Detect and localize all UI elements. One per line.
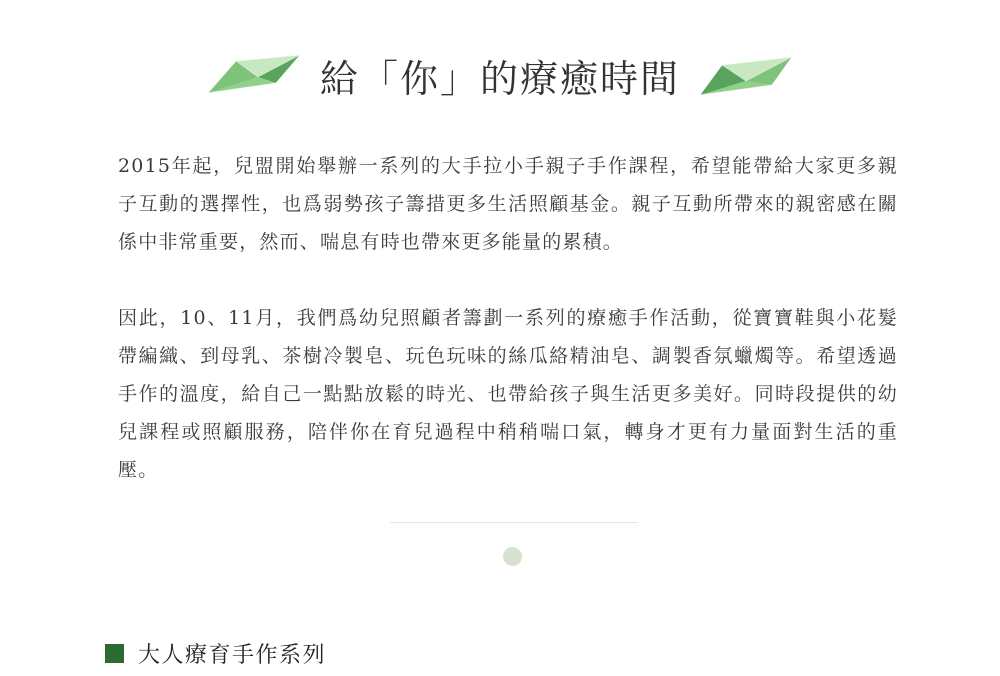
section-heading	[105, 638, 326, 669]
page-header	[0, 40, 1000, 110]
intro-text	[118, 147, 898, 489]
decorative-dot	[503, 547, 522, 566]
intro-paragraph: 因此，10、11月，我們爲幼兒照顧者籌劃一系列的療癒手作活動，從寶寶鞋與小花髮帶編織、到母乳、茶樹冷製皂、玩色玩味的絲瓜絡精油皂、調製香氛蠟燭等。希望透過手作的溫度，給自己一點點放鬆的時光、也帶給孩子與生活更多美好。同時段提供的幼兒課程或照顧服務，陪伴你在育兒過程中稍稍喘口氣，轉身才更有力量面對生活的重壓。	[118, 307, 898, 481]
intro-paragraph: 2015年起，兒盟開始舉辦一系列的大手拉小手親子手作課程，希望能帶給大家更多親子互動的選擇性，也爲弱勢孩子籌措更多生活照顧基金。親子互動所帶來的親密感在關係中非常重要，然而、喘息有時也帶來更多能量的累積。	[118, 155, 898, 253]
page-title: 給「你」的療癒時間	[319, 56, 680, 101]
section-divider	[390, 522, 638, 523]
green-leaf-icon	[698, 53, 794, 97]
green-square-icon	[105, 644, 124, 663]
section-title: 大人療育手作系列	[138, 643, 327, 668]
green-leaf-icon	[206, 53, 302, 97]
